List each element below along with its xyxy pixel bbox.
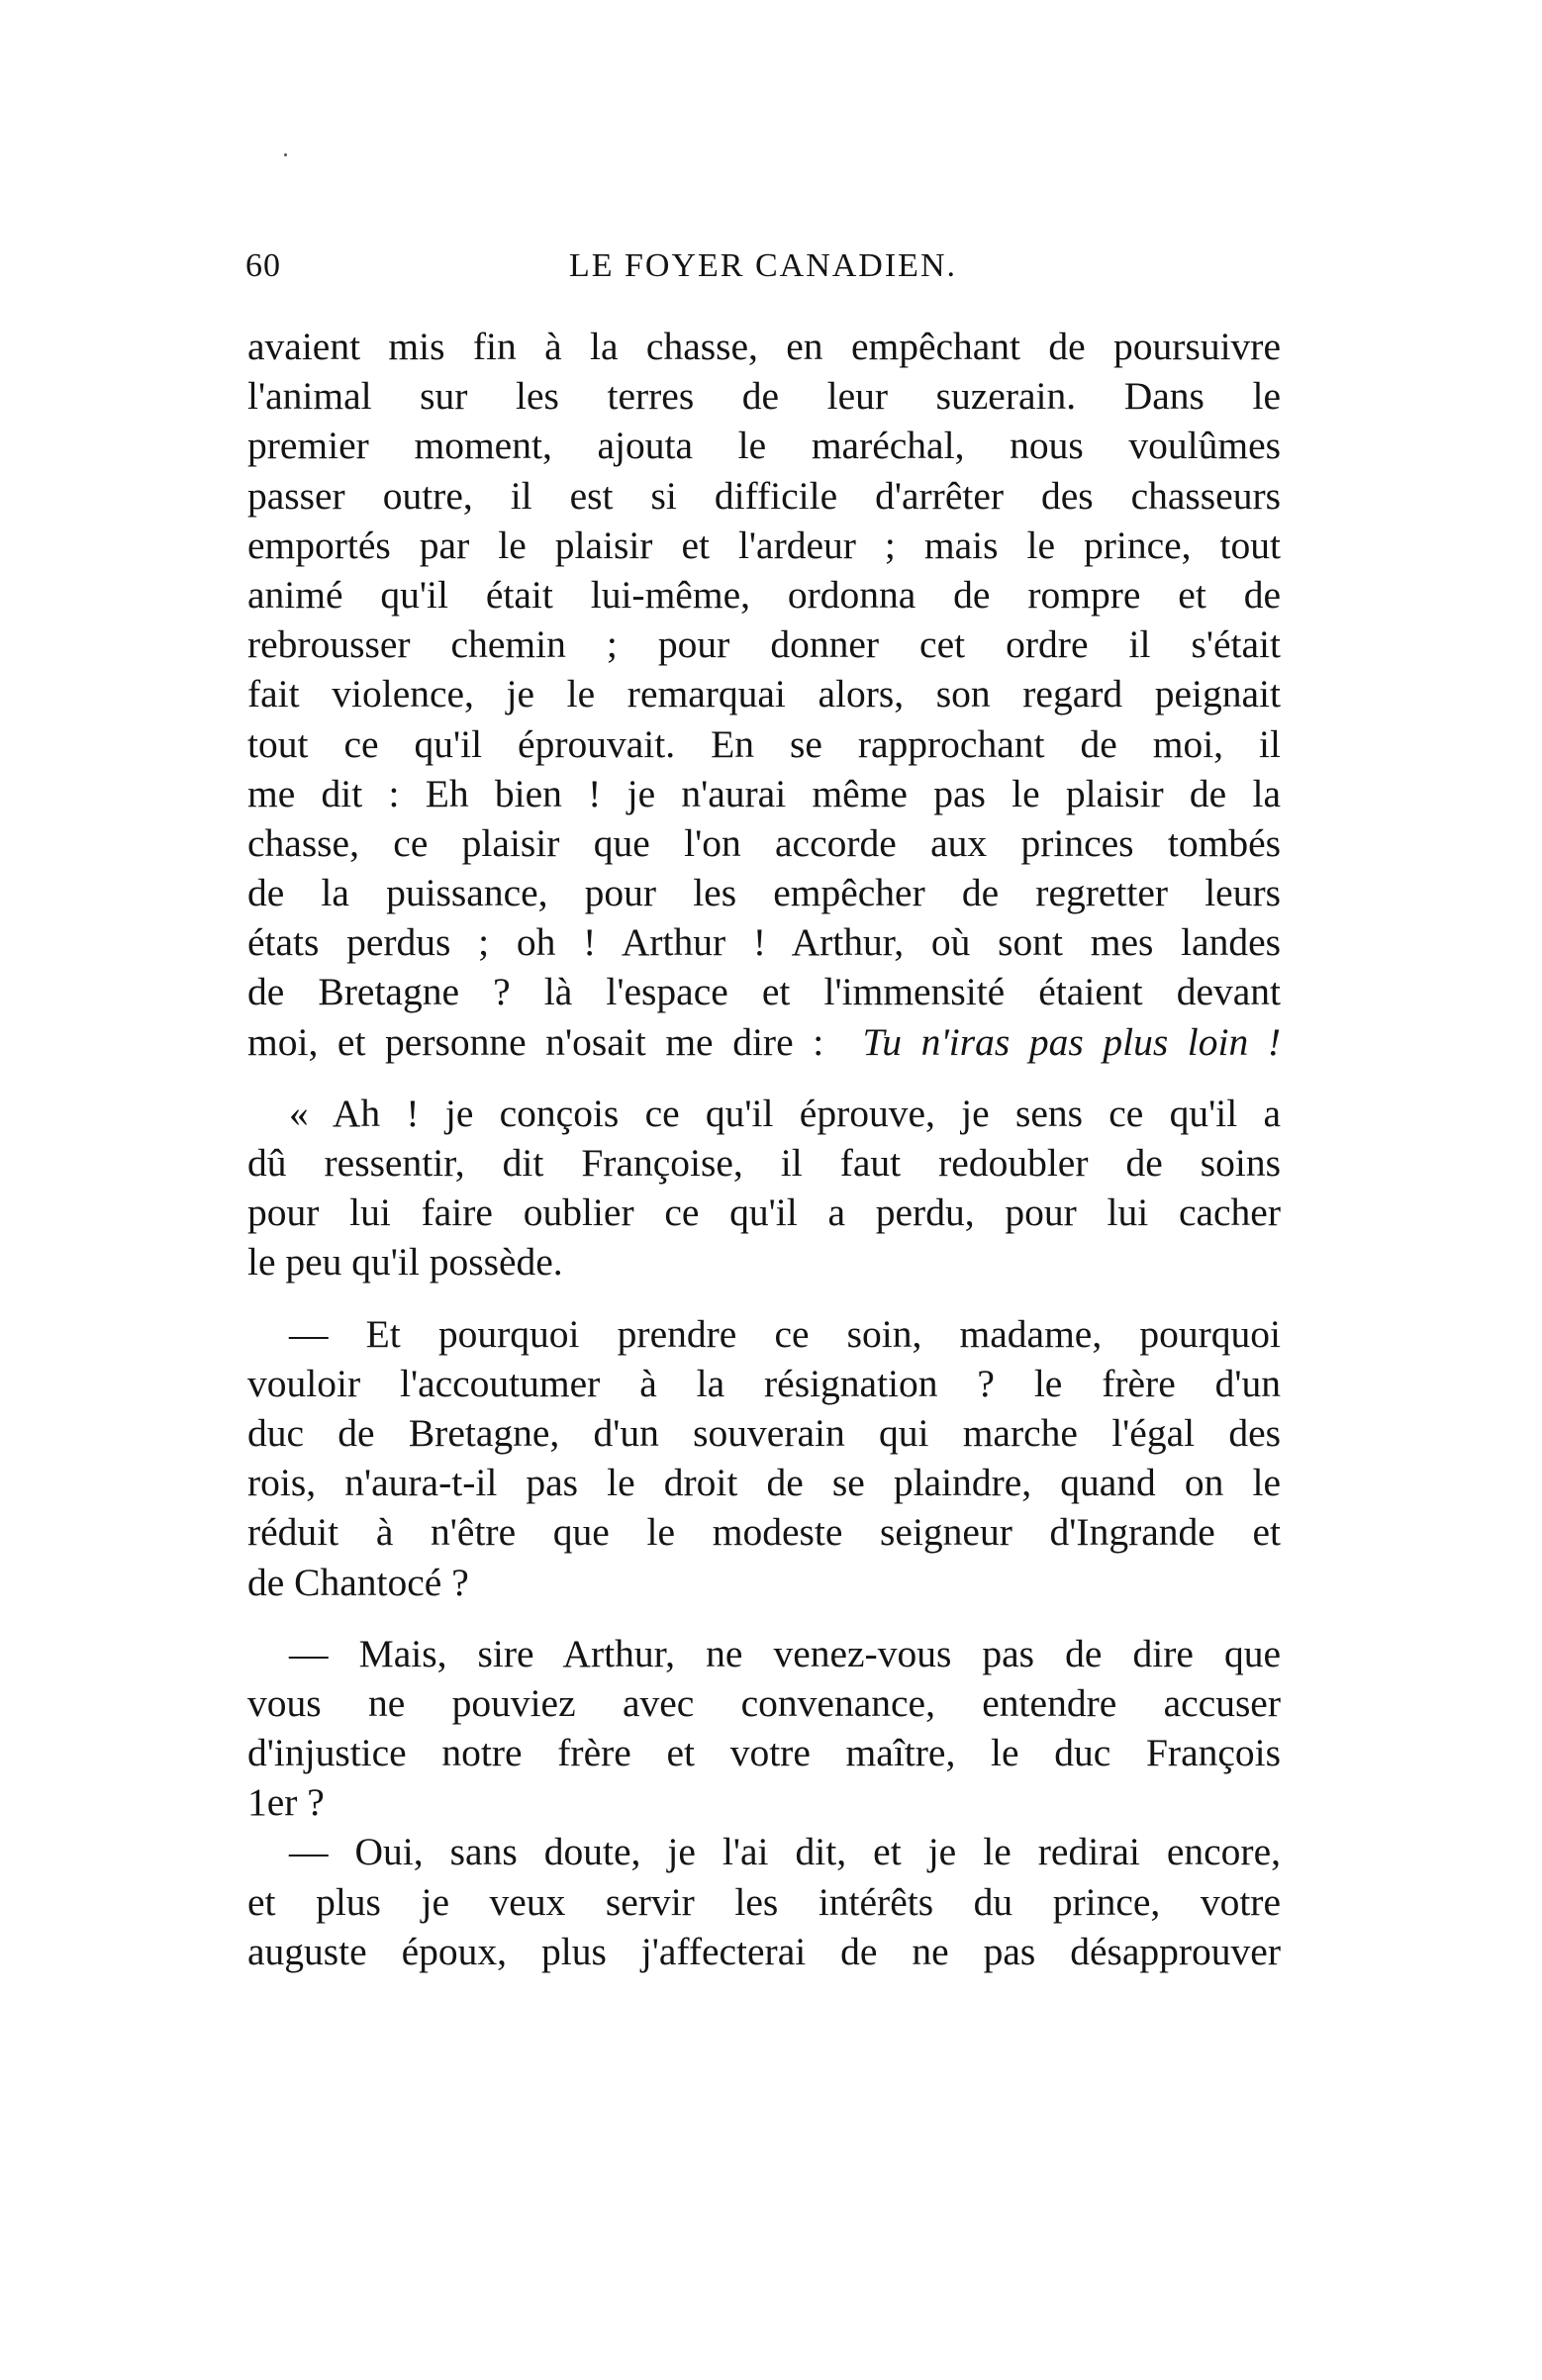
text-line: « Ah ! je conçois ce qu'il éprouve, je sens ce qu'il a <box>289 1091 1281 1135</box>
text-line: rois, n'aura-t-il pas le droit de se plaindre, quand on le <box>247 1461 1281 1505</box>
paragraph-gap <box>247 1287 1281 1309</box>
text-line: états perdus ; oh ! Arthur ! Arthur, où sont mes landes <box>247 920 1281 965</box>
text-line: chasse, ce plaisir que l'on accorde aux princes tombés <box>247 820 1281 865</box>
text-line: duc de Bretagne, d'un souverain qui marche l'égal des <box>247 1410 1281 1455</box>
text-line: tout ce qu'il éprouvait. En se rapprochant de moi, il <box>247 721 1281 766</box>
text-line: de Chantocé ? <box>247 1560 469 1604</box>
paragraph <box>247 322 1281 1067</box>
text-line: 1er ? <box>247 1780 325 1825</box>
paragraph-gap <box>247 1607 1281 1629</box>
text-line: d'injustice notre frère et votre maître, le duc François <box>247 1731 1281 1775</box>
text-line <box>247 1017 1281 1067</box>
text-line: de Bretagne ? là l'espace et l'immensité étaient devant <box>247 970 1281 1014</box>
text-line: fait violence, je le remarquai alors, son regard peignait <box>247 672 1281 716</box>
text-line: — Et pourquoi prendre ce soin, madame, pourquoi <box>289 1311 1281 1356</box>
text-line: vouloir l'accoutumer à la résignation ? le frère d'un <box>247 1361 1281 1405</box>
text-line: rebrousser chemin ; pour donner cet ordre il s'était <box>247 622 1281 667</box>
text-line: me dit : Eh bien ! je n'aurai même pas le plaisir de la <box>247 771 1281 815</box>
text-line: de la puissance, pour les empêcher de regretter leurs <box>247 871 1281 915</box>
italic-quote: Tu n'iras pas plus loin ! <box>862 1019 1282 1064</box>
text-line: pour lui faire oublier ce qu'il a perdu, pour lui cacher <box>247 1190 1281 1235</box>
text-line: premier moment, ajouta le maréchal, nous voulûmes <box>247 424 1281 468</box>
paragraph <box>247 1827 1281 1976</box>
text-line: vous ne pouviez avec convenance, entendre accuser <box>247 1680 1281 1725</box>
text-line: réduit à n'être que le modeste seigneur d'Ingrande et <box>247 1510 1281 1555</box>
text-fragment: moi, et personne n'osait me dire : <box>247 1019 824 1064</box>
text-line: le peu qu'il possède. <box>247 1240 563 1285</box>
paragraph <box>247 1629 1281 1828</box>
text-line: — Oui, sans doute, je l'ai dit, et je le redirai encore, <box>289 1830 1281 1874</box>
text-line: avaient mis fin à la chasse, en empêchant de poursuivre <box>247 325 1281 368</box>
text-line: passer outre, il est si difficile d'arrêter des chasseurs <box>247 473 1281 518</box>
text-line: et plus je veux servir les intérêts du prince, votre <box>247 1879 1281 1924</box>
paragraph <box>247 1089 1281 1287</box>
text-line: emportés par le plaisir et l'ardeur ; mais le prince, tout <box>247 523 1281 567</box>
print-speck <box>284 153 287 156</box>
running-title: LE FOYER CANADIEN. <box>568 247 958 284</box>
running-head <box>245 247 1281 297</box>
body-text <box>247 322 1281 1976</box>
text-line: l'animal sur les terres de leur suzerain. Dans le <box>247 374 1281 419</box>
text-line: dû ressentir, dit Françoise, il faut redoubler de soins <box>247 1141 1281 1185</box>
text-line: auguste époux, plus j'affecterai de ne pas désapprouver <box>247 1929 1281 1973</box>
paragraph <box>247 1309 1281 1607</box>
paragraph-gap <box>247 1067 1281 1089</box>
page-number: 60 <box>245 247 281 284</box>
text-line: animé qu'il était lui-même, ordonna de rompre et de <box>247 572 1281 617</box>
text-line: — Mais, sire Arthur, ne venez-vous pas de dire que <box>289 1631 1281 1675</box>
